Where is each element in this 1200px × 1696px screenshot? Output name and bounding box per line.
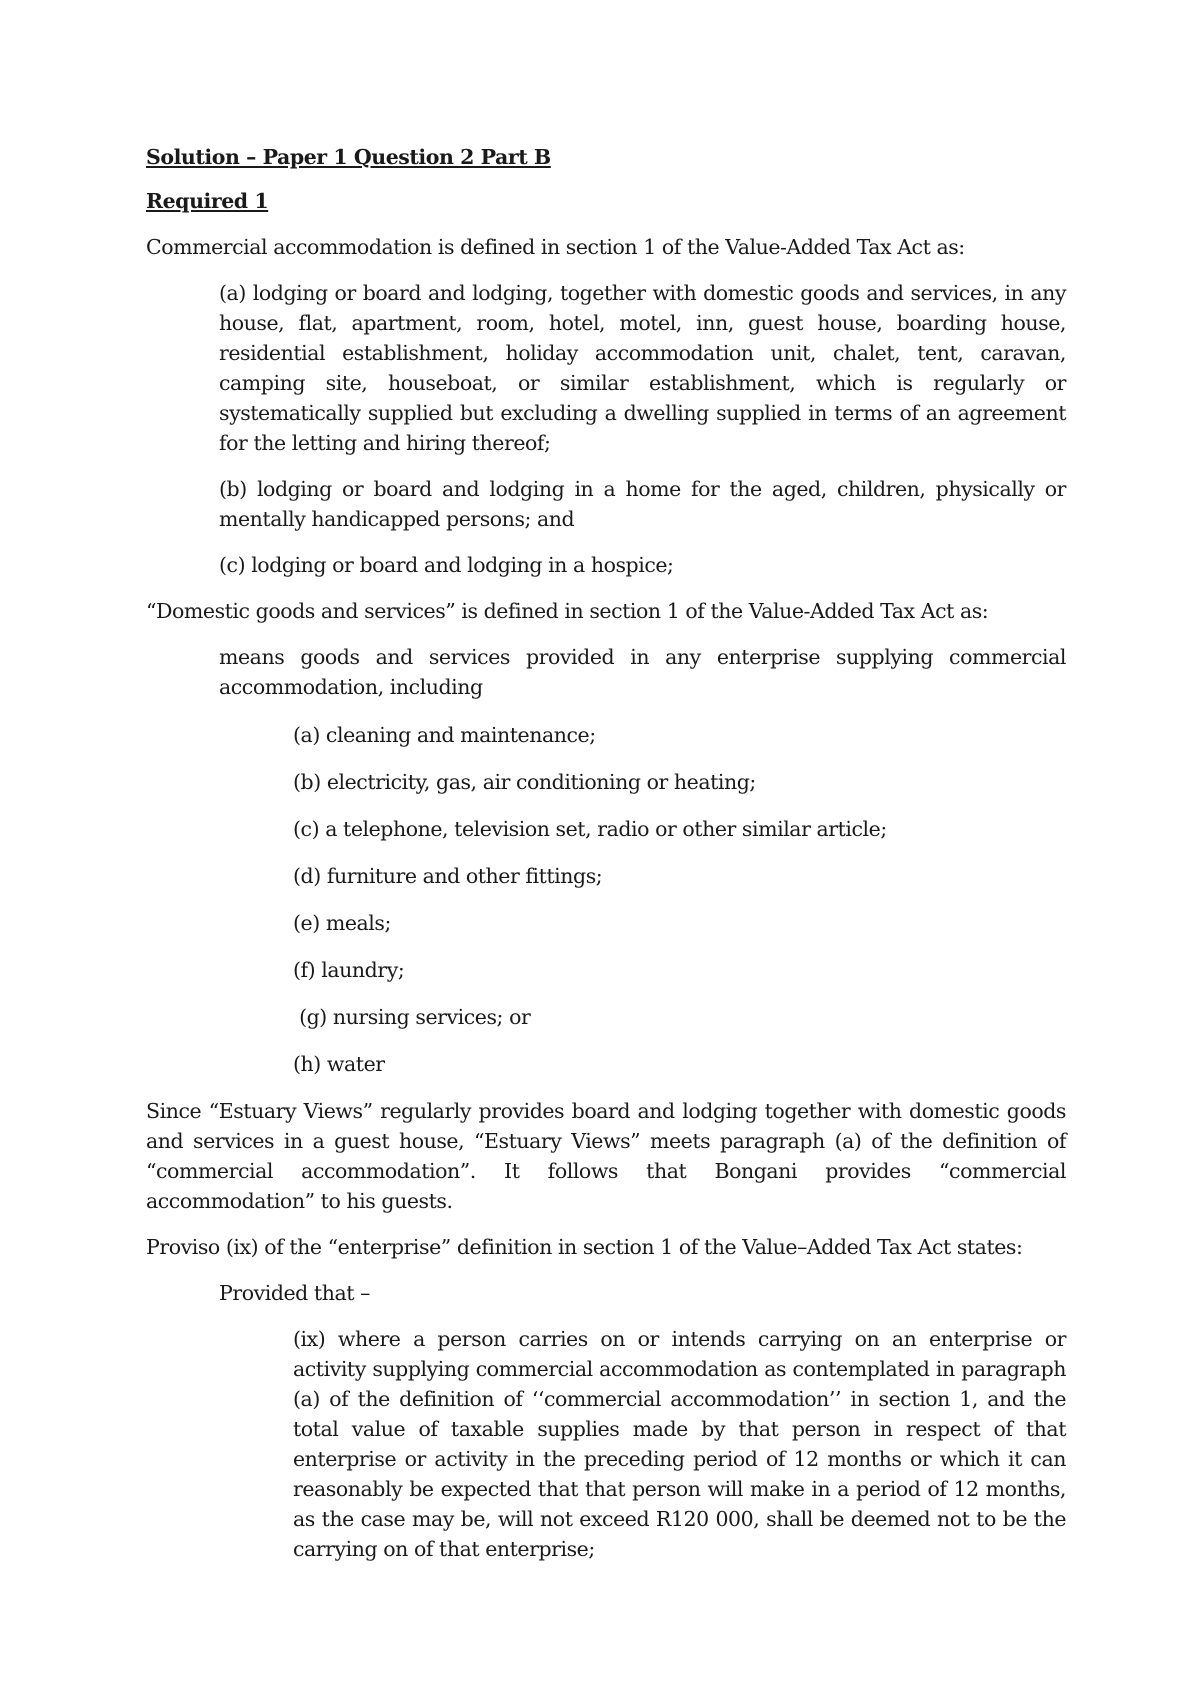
list-item: (c) a telephone, television set, radio or other similar article; <box>293 817 887 841</box>
intro-proviso: Proviso (ix) of the “enterprise” definition in section 1 of the Value–Added Tax Act states: <box>146 1235 1023 1259</box>
document-heading: Solution – Paper 1 Question 2 Part B <box>146 145 551 169</box>
document-page <box>146 142 1066 1580</box>
list-item: (b) electricity, gas, air conditioning or heating; <box>293 770 756 794</box>
list-item: (g) nursing services; or <box>293 1005 531 1029</box>
intro-commercial: Commercial accommodation is defined in section 1 of the Value-Added Tax Act as: <box>146 235 965 259</box>
commercial-definition-a: (a) lodging or board and lodging, together with domestic goods and services, in any house, flat, apartment, room, hotel, motel, inn, guest house, boarding house, residential establishment, holiday accommodation unit, chalet, tent, caravan, camping site, houseboat, or similar establishment, which is regularly or systematically supplied but excluding a dwelling supplied in terms of an agreement for the letting and hiring thereof; <box>219 281 1066 455</box>
intro-domestic: “Domestic goods and services” is defined in section 1 of the Value-Added Tax Act as: <box>146 599 989 623</box>
domestic-items-list <box>146 720 1066 1079</box>
commercial-definition-c: (c) lodging or board and lodging in a hospice; <box>219 553 674 577</box>
proviso-ix: (ix) where a person carries on or intends carrying on an enterprise or activity supplying commercial accommodation as contemplated in paragraph (a) of the definition of ‘‘commercial accommodation’’ in section 1, and the total value of taxable supplies made by that person in respect of that enterprise or activity in the preceding period of 12 months or which it can reasonably be expected that that person will make in a period of 12 months, as the case may be, will not exceed R120 000, shall be deemed not to be the carrying on of that enterprise; <box>293 1327 1066 1561</box>
list-item: (f) laundry; <box>293 958 405 982</box>
commercial-definition-b: (b) lodging or board and lodging in a home for the aged, children, physically or mentally handicapped persons; and <box>219 477 1066 531</box>
list-item: (h) water <box>293 1052 385 1076</box>
document-subheading: Required 1 <box>146 189 269 213</box>
conclusion-paragraph: Since “Estuary Views” regularly provides board and lodging together with domestic goods and services in a guest house, “Estuary Views” meets paragraph (a) of the definition of “commercial accommodation”. It follows that Bongani provides “commercial accommodation” to his guests. <box>146 1099 1066 1213</box>
list-item: (e) meals; <box>293 911 391 935</box>
list-item: (a) cleaning and maintenance; <box>293 723 596 747</box>
list-item: (d) furniture and other fittings; <box>293 864 603 888</box>
provided-that: Provided that – <box>219 1281 370 1305</box>
domestic-means: means goods and services provided in any enterprise supplying commercial accommodation, including <box>219 645 1066 699</box>
